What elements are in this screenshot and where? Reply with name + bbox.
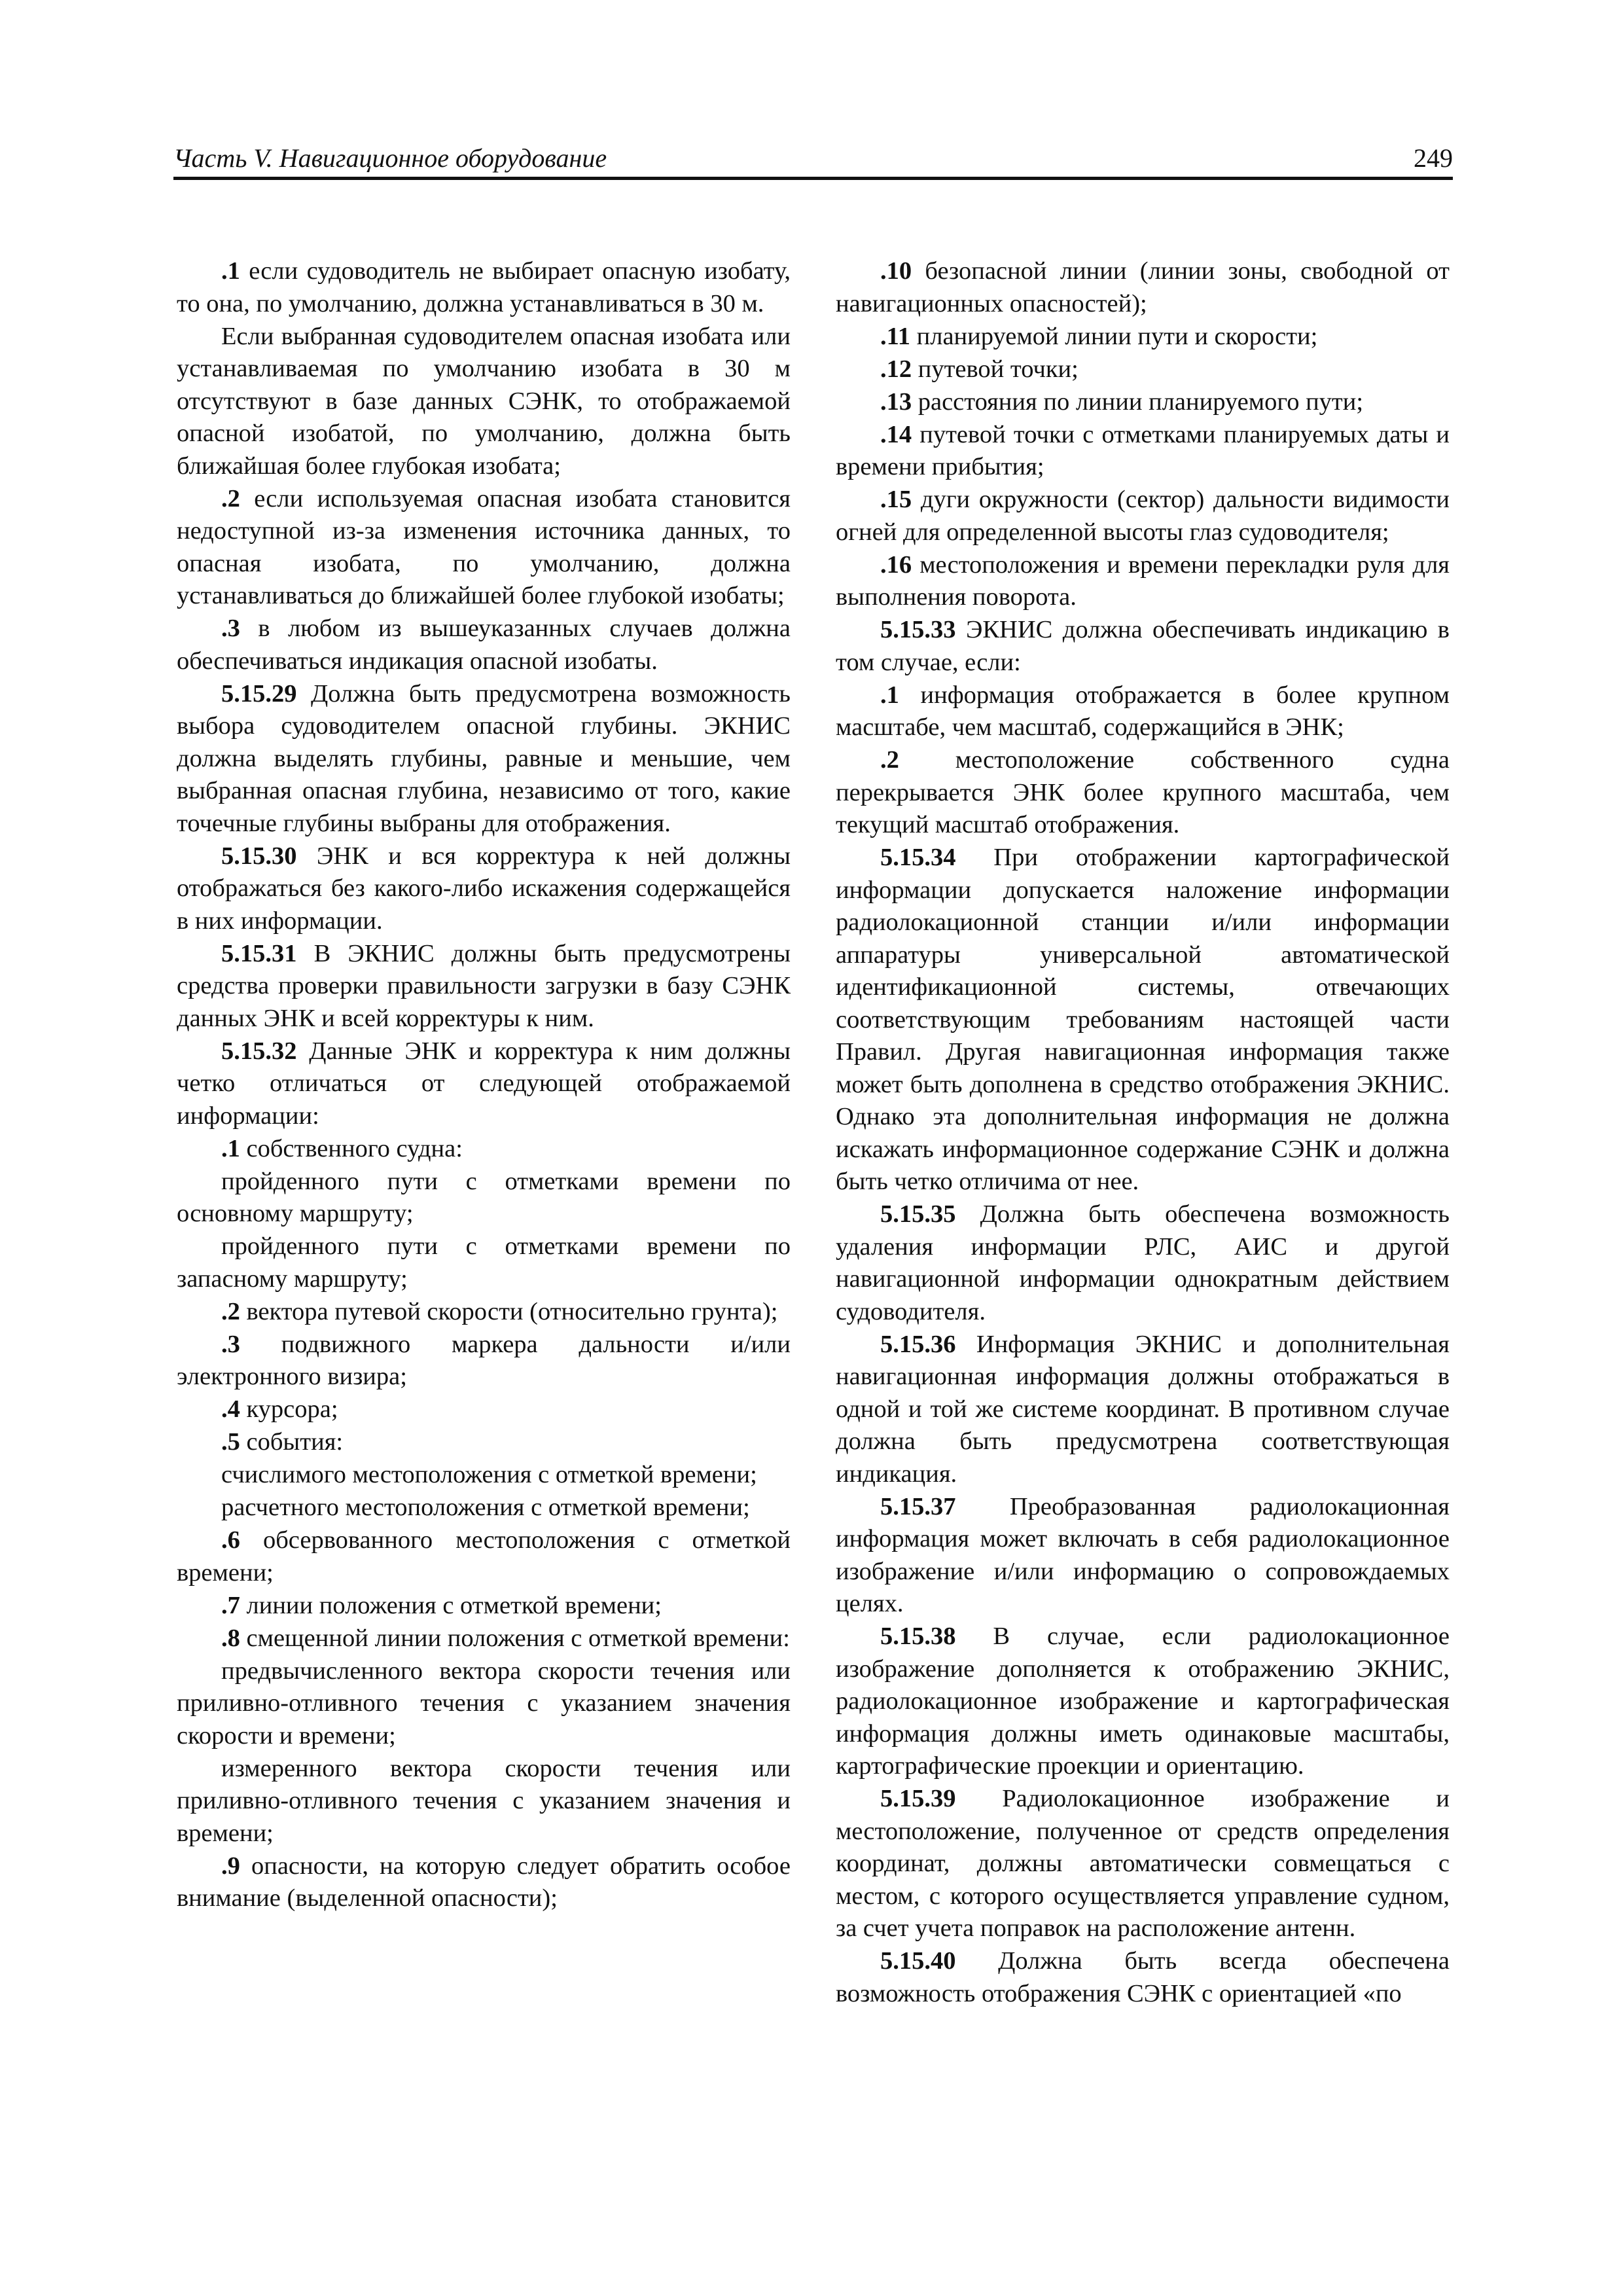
section-number: 5.15.31 — [221, 939, 297, 967]
section-number: 5.15.40 — [880, 1947, 956, 1975]
paragraph — [836, 353, 1450, 386]
item-number: .13 — [880, 387, 912, 416]
paragraph-text: пройденного пути с отметками времени по запасному маршруту; — [177, 1232, 791, 1293]
paragraph — [836, 549, 1450, 614]
paragraph-text: измеренного вектора скорости течения или приливно-отливного течения с указанием значения и времени; — [177, 1754, 791, 1847]
paragraph-text: Должна быть обеспечена возможность удаления информации РЛС, АИС и другой навигационной информации однократным действием судоводителя. — [836, 1200, 1450, 1325]
running-header-title: Часть V. Навигационное оборудование — [173, 143, 607, 173]
paragraph — [177, 1590, 791, 1623]
paragraph — [177, 1655, 791, 1753]
item-number: .3 — [221, 615, 240, 642]
paragraph-text: курсора; — [240, 1395, 338, 1423]
paragraph-text: линии положения с отметкой времени; — [240, 1591, 662, 1619]
paragraph — [836, 419, 1450, 484]
item-number: .4 — [221, 1395, 240, 1423]
item-number: .1 — [221, 257, 240, 285]
item-number: .6 — [221, 1526, 240, 1554]
paragraph-text: подвижного маркера дальности и/или электронного визира; — [177, 1330, 791, 1390]
paragraph-text: в любом из вышеуказанных случаев должна обеспечиваться индикация опасной изобаты. — [177, 615, 791, 675]
paragraph — [177, 1329, 791, 1393]
paragraph-text: Радиолокационное изображение и местоположение, полученное от средств определения координат, должны автоматически совмещаться с местом, с которого осуществляется управление судном, за счет учета поправок на расположение антенн. — [836, 1785, 1450, 1942]
paragraph-text: Должна быть предусмотрена возможность выбора судоводителем опасной глубины. ЭКНИС должна выделять глубины, равные и меньшие, чем выбранная опасная глубина, независимо от того, какие точечные глубины выбраны для отображения. — [177, 679, 791, 837]
paragraph — [177, 255, 791, 320]
item-number: .12 — [880, 355, 912, 383]
item-number: .2 — [221, 1297, 240, 1325]
paragraph — [836, 1198, 1450, 1328]
paragraph-text: В ЭКНИС должны быть предусмотрены средства проверки правильности загрузки в базу СЭНК данных ЭНК и всей корректуры к ним. — [177, 939, 791, 1032]
paragraph-text: При отображении картографической информации допускается наложение информации радиолокационной станции и/или информации аппаратуры универсальной автоматической идентификационной системы, отвечающих соответствующим требованиям настоящей части Правил. Другая навигационная информация также может быть дополнена в средство отображения ЭКНИС. Однако эта дополнительная информация не должна искажать информационное содержание СЭНК и должна быть четко отличима от нее. — [836, 844, 1450, 1195]
paragraph-text: Информация ЭКНИС и дополнительная навигационная информация должны отображаться в одной и той же системе координат. В противном случае должна быть предусмотрена соответствующая индикация. — [836, 1330, 1450, 1488]
item-number: .1 — [221, 1134, 240, 1162]
paragraph — [177, 1393, 791, 1426]
item-number: .7 — [221, 1591, 240, 1619]
paragraph — [177, 1133, 791, 1166]
paragraph-text: Если выбранная судоводителем опасная изобата или устанавливаемая по умолчанию изобата в 30 м отсутствуют в базе данных СЭНК, то отображаемой опасной изобатой, по умолчанию, должна быть ближайшая более глубокая изобата; — [177, 322, 791, 480]
paragraph — [836, 1783, 1450, 1945]
item-number: .2 — [880, 746, 899, 774]
paragraph-text: Преобразованная радиолокационная информация может включать в себя радиолокационное изображение и/или информацию о сопровождаемых целях. — [836, 1492, 1450, 1617]
paragraph — [836, 255, 1450, 320]
paragraph — [836, 386, 1450, 419]
section-number: 5.15.39 — [880, 1785, 956, 1812]
section-number: 5.15.29 — [221, 679, 297, 708]
paragraph — [836, 1491, 1450, 1621]
paragraph-text: смещенной линии положения с отметкой времени: — [240, 1624, 790, 1652]
paragraph — [836, 1621, 1450, 1783]
item-number: .2 — [221, 484, 240, 512]
paragraph — [836, 614, 1450, 679]
paragraph — [836, 1329, 1450, 1491]
section-number: 5.15.30 — [221, 842, 297, 870]
paragraph-text: Должна быть всегда обеспечена возможность отображения СЭНК с ориентацией «по — [836, 1947, 1450, 2007]
paragraph-text: расстояния по линии планируемого пути; — [912, 387, 1364, 416]
left-column — [177, 255, 791, 1915]
paragraph — [177, 1035, 791, 1133]
paragraph — [836, 321, 1450, 353]
right-column — [836, 255, 1450, 2011]
item-number: .11 — [880, 322, 911, 350]
paragraph — [177, 1230, 791, 1295]
paragraph-text: если судоводитель не выбирает опасную изобату, то она, по умолчанию, должна устанавливаться в 30 м. — [177, 257, 791, 317]
paragraph — [177, 1753, 791, 1850]
paragraph-text: собственного судна: — [240, 1134, 463, 1162]
paragraph — [836, 1945, 1450, 2010]
paragraph-text: события: — [240, 1428, 344, 1456]
item-number: .8 — [221, 1624, 240, 1652]
item-number: .15 — [880, 486, 912, 513]
paragraph — [836, 484, 1450, 548]
section-number: 5.15.35 — [880, 1200, 956, 1228]
paragraph-text: предвычисленного вектора скорости течения или приливно-отливного течения с указанием значения скорости и времени; — [177, 1657, 791, 1749]
section-number: 5.15.36 — [880, 1330, 956, 1358]
paragraph-text: обсервованного местоположения с отметкой времени; — [177, 1526, 791, 1587]
paragraph — [177, 1296, 791, 1329]
paragraph — [177, 678, 791, 840]
section-number: 5.15.37 — [880, 1492, 956, 1520]
paragraph-text: дуги окружности (сектор) дальности видимости огней для определенной высоты глаз судоводителя; — [836, 486, 1450, 546]
paragraph — [177, 840, 791, 938]
paragraph — [177, 1623, 791, 1655]
paragraph — [177, 483, 791, 613]
paragraph — [177, 1492, 791, 1524]
section-number: 5.15.38 — [880, 1623, 956, 1650]
page-header — [173, 144, 1453, 180]
paragraph-text: путевой точки; — [912, 355, 1079, 383]
paragraph-text: путевой точки с отметками планируемых даты и времени прибытия; — [836, 420, 1450, 480]
paragraph-text: информация отображается в более крупном масштабе, чем масштаб, содержащийся в ЭНК; — [836, 681, 1450, 741]
paragraph — [177, 1850, 791, 1915]
paragraph-text: счислимого местоположения с отметкой времени; — [221, 1461, 757, 1488]
item-number: .10 — [880, 257, 912, 285]
paragraph — [177, 1459, 791, 1492]
section-number: 5.15.32 — [221, 1037, 297, 1065]
item-number: .16 — [880, 550, 912, 579]
paragraph-text: безопасной линии (линии зоны, свободной от навигационных опасностей); — [836, 257, 1450, 317]
paragraph — [177, 938, 791, 1035]
paragraph-text: расчетного местоположения с отметкой времени; — [221, 1494, 750, 1521]
paragraph — [177, 1426, 791, 1459]
paragraph-text: вектора путевой скорости (относительно грунта); — [240, 1297, 778, 1325]
paragraph-text: ЭКНИС должна обеспечивать индикацию в том случае, если: — [836, 616, 1450, 676]
paragraph — [836, 679, 1450, 744]
item-number: .1 — [880, 681, 899, 709]
item-number: .9 — [221, 1852, 240, 1880]
item-number: .5 — [221, 1428, 240, 1456]
item-number: .14 — [880, 420, 912, 448]
paragraph-text: местоположение собственного судна перекрывается ЭНК более крупного масштаба, чем текущий масштаб отображения. — [836, 746, 1450, 838]
paragraph-text: ЭНК и вся корректура к ней должны отображаться без какого-либо искажения содержащейся в них информации. — [177, 842, 791, 935]
paragraph-text: опасности, на которую следует обратить особое внимание (выделенной опасности); — [177, 1852, 791, 1912]
paragraph — [177, 1166, 791, 1230]
section-number: 5.15.34 — [880, 844, 956, 871]
paragraph-text: планируемой линии пути и скорости; — [910, 322, 1318, 350]
paragraph-text: если используемая опасная изобата становится недоступной из-за изменения источника данных, то опасная изобата, по умолчанию, должна устанавливаться до ближайшей более глубокой изобаты; — [177, 484, 791, 609]
paragraph — [836, 842, 1450, 1198]
page-number: 249 — [1414, 143, 1453, 173]
paragraph — [177, 321, 791, 483]
paragraph-text: В случае, если радиолокационное изображение дополняется к отображению ЭКНИС, радиолокационное изображение и картографическая информация должны иметь одинаковые масштабы, картографические проекции и ориентацию. — [836, 1623, 1450, 1780]
item-number: .3 — [221, 1330, 240, 1358]
paragraph — [177, 613, 791, 677]
paragraph-text: пройденного пути с отметками времени по основному маршруту; — [177, 1167, 791, 1227]
paragraph — [836, 744, 1450, 842]
section-number: 5.15.33 — [880, 616, 956, 643]
paragraph-text: Данные ЭНК и корректура к ним должны четко отличаться от следующей отображаемой информации: — [177, 1037, 791, 1130]
paragraph-text: местоположения и времени перекладки руля для выполнения поворота. — [836, 550, 1450, 611]
paragraph — [177, 1524, 791, 1589]
